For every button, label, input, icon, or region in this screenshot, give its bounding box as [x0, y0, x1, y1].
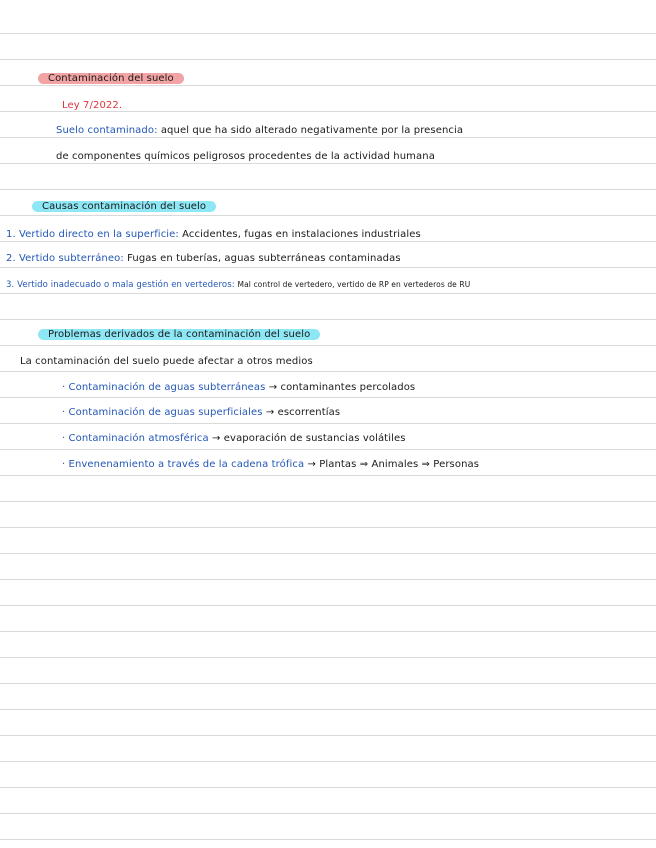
arrow-icon: →: [212, 433, 221, 444]
problem-detail: evaporación de sustancias volátiles: [223, 433, 406, 444]
problem-item-3: [62, 432, 406, 446]
arrow-icon: →: [265, 407, 275, 418]
cause-detail: Fugas en tuberías, aguas subterráneas contaminadas: [127, 253, 401, 264]
problem-detail: contaminantes percolados: [280, 382, 416, 393]
cause-detail: Mal control de vertedero, vertido de RP en vertederos de RU: [237, 280, 471, 289]
problems-heading-highlight: Problemas derivados de la contaminación del suelo: [38, 329, 320, 340]
law-reference: Ley 7/2022.: [62, 100, 123, 111]
cause-label: 1. Vertido directo en la superficie:: [6, 229, 179, 240]
cause-item-2: [6, 252, 401, 266]
definition-line-2: de componentes químicos peligrosos procedentes de la actividad humana: [56, 151, 435, 162]
problems-intro: La contaminación del suelo puede afectar a otros medios: [20, 356, 313, 367]
problem-detail: escorrentías: [277, 407, 341, 418]
definition-term: Suelo contaminado:: [56, 125, 158, 136]
problem-item-4: [62, 458, 479, 472]
problems-heading: [38, 328, 320, 342]
arrow-icon: →: [307, 459, 316, 470]
title-highlight: Contaminación del suelo: [38, 73, 184, 84]
definition-text: aquel que ha sido alterado negativamente por la presencia: [160, 125, 464, 136]
causes-heading: [32, 200, 216, 214]
cause-detail: Accidentes, fugas en instalaciones industriales: [182, 229, 421, 240]
causes-heading-highlight: Causas contaminación del suelo: [32, 201, 216, 212]
cause-label: 2. Vertido subterráneo:: [6, 253, 124, 264]
problem-label: · Contaminación atmosférica: [62, 433, 209, 444]
cause-item-3: [6, 278, 470, 292]
arrow-icon: →: [268, 382, 278, 393]
cause-item-1: [6, 228, 421, 242]
problem-label: · Contaminación de aguas superficiales: [62, 407, 263, 418]
problem-label: · Envenenamiento a través de la cadena trófica: [62, 459, 305, 470]
problem-item-2: [62, 406, 340, 420]
problem-label: · Contaminación de aguas subterráneas: [62, 382, 266, 393]
problem-item-1: [62, 381, 415, 395]
definition-line-1: [56, 124, 463, 138]
problem-detail: Plantas ⇒ Animales ⇒ Personas: [319, 459, 480, 470]
page-title: [38, 72, 184, 86]
cause-label: 3. Vertido inadecuado o mala gestión en vertederos:: [6, 280, 235, 290]
